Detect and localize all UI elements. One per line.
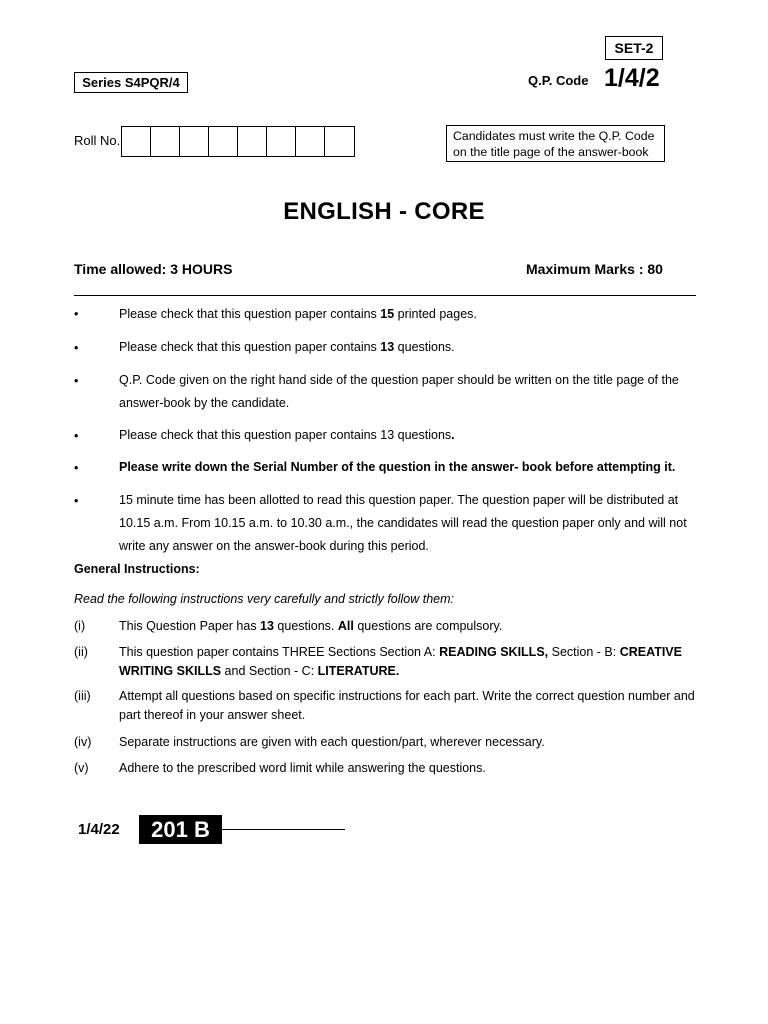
item-bold: CREATIVE WRITING SKILLS — [119, 645, 682, 678]
item-text: Section - B: — [548, 645, 620, 659]
item-bold: All — [337, 619, 354, 633]
general-instructions-subheading: Read the following instructions very carefully and strictly follow them: — [74, 592, 455, 606]
item-text: questions are compulsory. — [353, 619, 503, 633]
qp-code-note: Candidates must write the Q.P. Code on the title page of the answer-book — [446, 125, 665, 162]
instruction-qp-code: Q.P. Code given on the right hand side of the question paper should be written on the title page of the answer-book by the candidate. — [119, 373, 679, 410]
set-label: SET-2 — [605, 36, 663, 60]
roll-digit-box[interactable] — [325, 127, 354, 156]
instruction-text: Please check that this question paper contains — [119, 340, 381, 354]
roll-digit-box[interactable] — [238, 127, 267, 156]
item-number: (iii) — [74, 689, 91, 703]
item-text: This Question Paper has — [119, 619, 261, 633]
general-instructions-heading: General Instructions: — [74, 562, 200, 576]
instruction-period: . — [451, 428, 455, 442]
roll-digit-box[interactable] — [296, 127, 325, 156]
maximum-marks: Maximum Marks : 80 — [526, 261, 663, 277]
item-number: (v) — [74, 761, 89, 775]
general-item — [119, 617, 697, 636]
instruction-questions-repeat — [119, 424, 697, 447]
instruction-text: printed pages. — [394, 307, 477, 321]
item-bold: 13 — [260, 619, 274, 633]
roll-digit-box[interactable] — [151, 127, 180, 156]
page-count: 15 — [380, 307, 395, 321]
bullet-icon: • — [74, 307, 79, 321]
general-item — [119, 643, 697, 681]
roll-number-boxes[interactable] — [121, 126, 355, 157]
item-text: questions. — [273, 619, 338, 633]
divider — [74, 295, 696, 296]
subject-title: ENGLISH - CORE — [283, 198, 485, 225]
instruction-pages — [119, 303, 697, 326]
item-number: (ii) — [74, 645, 88, 659]
instruction-text: questions. — [394, 340, 455, 354]
roll-digit-box[interactable] — [122, 127, 151, 156]
general-item: Separate instructions are given with each question/part, wherever necessary. — [119, 735, 545, 749]
time-allowed: Time allowed: 3 HOURS — [74, 261, 233, 277]
question-count: 13 — [380, 340, 395, 354]
roll-digit-box[interactable] — [267, 127, 296, 156]
bullet-icon: • — [74, 494, 79, 508]
footer-code: 1/4/22 — [78, 821, 120, 838]
item-text: This question paper contains THREE Sections Section A: — [119, 645, 440, 659]
item-number: (iv) — [74, 735, 92, 749]
bullet-icon: • — [74, 461, 79, 475]
general-item: Adhere to the prescribed word limit while answering the questions. — [119, 761, 486, 775]
footer-line — [222, 829, 345, 830]
instruction-text: Please check that this question paper contains 13 questions — [119, 428, 452, 442]
footer-badge: 201 B — [139, 815, 222, 844]
item-bold: READING SKILLS, — [439, 645, 549, 659]
qp-code-label: Q.P. Code — [528, 73, 589, 88]
instruction-serial-number: Please write down the Serial Number of the question in the answer- book before attempting it. — [119, 460, 676, 474]
bullet-icon: • — [74, 429, 79, 443]
series-label: Series S4PQR/4 — [74, 72, 188, 93]
roll-number-label: Roll No. — [74, 133, 121, 148]
item-text: and Section - C: — [221, 664, 318, 678]
bullet-icon: • — [74, 374, 79, 388]
instruction-text: Please check that this question paper contains — [119, 307, 381, 321]
roll-digit-box[interactable] — [209, 127, 238, 156]
general-item: Attempt all questions based on specific instructions for each part. Write the correct question number and part thereof in your answer sheet. — [119, 689, 695, 722]
bullet-icon: • — [74, 341, 79, 355]
item-bold: LITERATURE. — [317, 664, 400, 678]
instruction-reading-time: 15 minute time has been allotted to read this question paper. The question paper will be distributed at 10.15 a.m. From 10.15 a.m. to 10.30 a.m., the candidates will read the question paper only and will not write any answer on the answer-book during this period. — [119, 493, 687, 553]
qp-code-value: 1/4/2 — [604, 64, 660, 92]
instruction-questions — [119, 336, 697, 359]
roll-digit-box[interactable] — [180, 127, 209, 156]
item-number: (i) — [74, 619, 86, 633]
